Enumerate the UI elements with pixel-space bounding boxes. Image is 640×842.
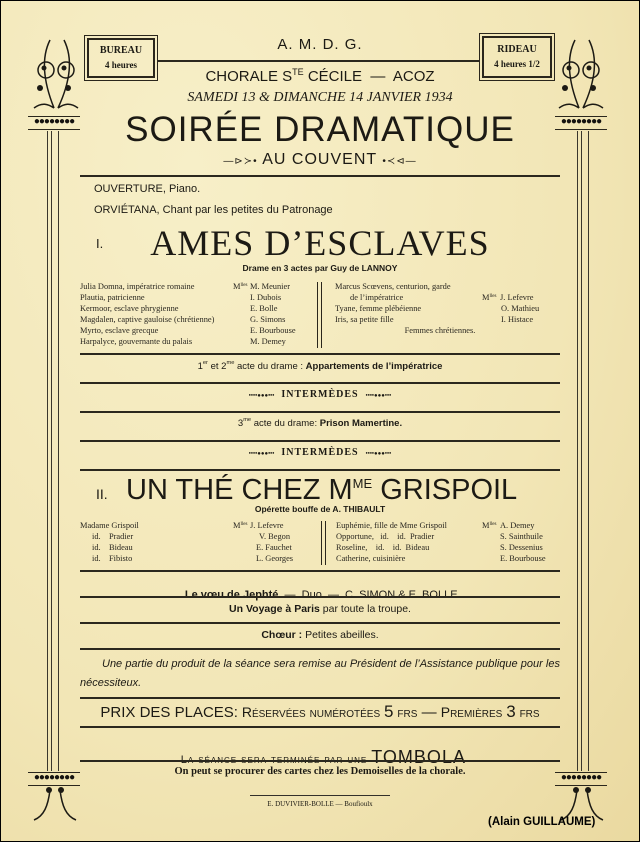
header-rule <box>80 175 560 177</box>
rule <box>80 596 560 598</box>
dot-band-left-bottom: ●●●●●●●● <box>28 772 80 786</box>
cast-row <box>336 531 576 542</box>
dot-band-left-top: ●●●●●●●● <box>28 116 80 130</box>
orvietana-detail: Chant par les petites du Patronage <box>159 204 333 216</box>
role: Catherine, cuisinière <box>336 554 406 563</box>
choeur-line: Chœur : Petites abeilles. <box>261 629 379 641</box>
intermission-2: ••••●●●••• INTERMÈDES ••••●●●••• <box>248 447 392 458</box>
prices-line: PRIX DES PLACES: Réservées numérotées 5 frs — Premières 3 frs <box>100 702 540 721</box>
actor: E. Bourbouse <box>500 554 546 563</box>
play2-title: UN THÉ CHEZ $M^{ME}$ GRISPOIL <box>126 474 518 506</box>
fleur-ornament-right-icon <box>553 38 609 114</box>
dot-band-right-bottom: ●●●●●●●● <box>555 772 607 786</box>
cast-row <box>336 542 576 553</box>
voyage-title: Un Voyage à Paris <box>229 603 320 615</box>
actor-prefix: $M^{lles}$ <box>233 282 248 291</box>
actor: V. Begon <box>259 532 291 541</box>
tombola-word: TOMBOLA <box>371 747 466 767</box>
role: Tyane, femme plébéienne <box>335 304 422 313</box>
cast-row <box>335 314 575 325</box>
actor: I. Dubois <box>250 293 282 302</box>
role: Magdalen, captive gauloise (chrétienne) <box>80 315 215 324</box>
act12-line: 1er et $2^{me}$ acte du drame : Appartements de l’impératrice <box>197 360 443 372</box>
actor: M. Demey <box>250 337 286 346</box>
cast-note: Femmes chrétiennes. <box>404 326 476 335</box>
chorale-text: CHORALE S <box>205 68 293 85</box>
actor: L. Georges <box>256 554 294 563</box>
actor: O. Mathieu <box>501 304 540 313</box>
cast-row <box>350 292 580 303</box>
dots-left-icon: ••••●●●••• <box>248 393 275 399</box>
dot-band-right-top: ●●●●●●●● <box>555 116 607 130</box>
printer: E. DUVIVIER-BOLLE — Boufioulx <box>267 800 373 808</box>
act3-line: $3^{me}$ acte du drame: Prison Mamertine. <box>237 417 403 429</box>
prices-label: PRIX DES PLACES: <box>100 704 238 721</box>
chorale-sup: TE <box>292 67 304 77</box>
actor: A. Demey <box>500 521 535 530</box>
actor: J. Lefevre <box>250 521 284 530</box>
actor-prefix: $M^{lles}$ <box>233 521 248 530</box>
fleur-ornament-left-icon <box>28 38 84 114</box>
rule <box>80 353 560 355</box>
cast-row <box>80 520 320 531</box>
cast-row <box>336 520 576 531</box>
rule <box>80 570 560 572</box>
role: Iris, sa petite fille <box>335 315 394 324</box>
ornament-right-icon: •≺⊲— <box>382 156 417 167</box>
cast-row <box>336 553 576 564</box>
rule <box>80 469 560 471</box>
tombola-line: La séance sera terminée par une TOMBOLA <box>180 747 466 767</box>
first-price: 3 <box>506 702 516 721</box>
play1-subtitle: Drame en 3 actes par Guy de LANNOY <box>242 263 398 273</box>
duo-title: Le vœu de Jephté <box>184 589 279 601</box>
role: Madame Grispoil <box>80 521 139 530</box>
dots-left-icon: ••••●●●••• <box>248 451 275 457</box>
left-column-lines <box>47 131 59 771</box>
role: Kermoor, esclave phrygienne <box>80 304 179 313</box>
subtitle-line <box>170 151 470 169</box>
role: id. Pradier <box>92 532 134 541</box>
actor: E. Fauchet <box>256 543 292 552</box>
rideau-time: 4 heures 1/2 <box>494 59 540 69</box>
program-ouverture <box>94 183 200 195</box>
chorale-line <box>140 68 500 85</box>
actor: I. Histace <box>501 315 534 324</box>
actor: G. Simons <box>250 315 286 324</box>
choeur-title: Chœur : <box>261 629 303 641</box>
play1-title: AMES D’ESCLAVES <box>150 223 490 263</box>
rule <box>80 697 560 699</box>
cast-row <box>80 325 320 336</box>
rule <box>80 726 560 728</box>
actor: M. Meunier <box>250 282 291 291</box>
rule <box>80 760 560 762</box>
play2-number: II. <box>96 486 108 502</box>
ouverture-title: OUVERTURE, <box>94 183 166 195</box>
actor: S. Sainthuile <box>500 532 543 541</box>
cast-row <box>80 292 320 303</box>
cast-row <box>80 314 320 325</box>
play2-subtitle: Opérette bouffe de A. THIBAULT <box>254 504 386 514</box>
cast-divider <box>321 521 326 565</box>
role: Opportune, id. id. Pradier <box>336 532 435 541</box>
rule <box>80 622 560 624</box>
actor: J. Lefevre <box>500 293 534 302</box>
role: Plautia, patricienne <box>80 293 145 302</box>
cards-note: On peut se procurer des cartes chez les Demoiselles de la chorale. <box>174 766 466 777</box>
subtitle: AU COUVENT <box>262 151 377 168</box>
dots-right-icon: ••••●●●••• <box>365 451 392 457</box>
rule <box>80 411 560 413</box>
rule <box>80 648 560 650</box>
cast-divider <box>317 282 322 348</box>
program-orvietana <box>94 204 333 216</box>
cast-row <box>335 281 575 292</box>
act12-setting: Appartements de l’impératrice <box>305 361 443 372</box>
curl-ornament-left-icon <box>30 786 80 826</box>
role: id. Bideau <box>92 543 133 552</box>
role: de l’impératrice <box>350 293 404 302</box>
printer-rule <box>250 795 390 796</box>
rule <box>80 440 560 442</box>
cast-row <box>80 281 320 292</box>
cast-row <box>80 303 320 314</box>
actor-prefix: $M^{lles}$ <box>482 293 497 302</box>
bureau-time: 4 heures <box>104 60 138 70</box>
actor: S. Dessenius <box>500 543 543 552</box>
photo-credit: (Alain GUILLAUME) <box>488 816 596 828</box>
motto-rule <box>158 60 480 62</box>
cast-row <box>92 542 320 553</box>
role: Marcus Scœvens, centurion, garde <box>335 282 451 291</box>
role: Euphémie, fille de Mme Grispoil <box>336 521 447 530</box>
actor-prefix: $M^{lles}$ <box>482 521 497 530</box>
actor: E. Bourbouse <box>250 326 296 335</box>
role: id. Fibisto <box>92 554 133 563</box>
event-dates: SAMEDI 13 & DIMANCHE 14 JANVIER 1934 <box>187 90 453 105</box>
orvietana-title: ORVIÉTANA, <box>94 204 160 216</box>
motto-amdg: A. M. D. G. <box>277 36 363 53</box>
role: Roseline, id. id. Bideau <box>336 543 430 552</box>
intermission-1: ••••●●●••• INTERMÈDES ••••●●●••• <box>248 389 392 400</box>
bureau-label: BUREAU <box>99 45 143 56</box>
act3-setting: Prison Mamertine. <box>319 418 403 429</box>
role: Harpalyce, gouvernante du palais <box>80 337 193 346</box>
role: Myrto, esclave grecque <box>80 326 159 335</box>
actor: E. Bolle <box>250 304 278 313</box>
rideau-label: RIDEAU <box>497 44 537 55</box>
rule <box>80 382 560 384</box>
dots-right-icon: ••••●●●••• <box>365 393 392 399</box>
chorale-rest: CÉCILE — ACOZ <box>303 68 435 85</box>
ornament-left-icon: —⊳≻• <box>223 156 258 167</box>
cast-row <box>335 303 575 314</box>
role: Julia Domna, impératrice romaine <box>80 282 195 291</box>
reserved-price: 5 <box>384 702 394 721</box>
duo-performers: — Duo — C. SIMON & E. BOLLE. <box>278 589 461 601</box>
cast-row <box>92 531 320 542</box>
play1-number: I. <box>96 236 104 251</box>
main-title: SOIRÉE DRAMATIQUE <box>125 110 515 149</box>
notice: Une partie du produit de la séance sera remise au Président de l’Assistance publique pour les nécessiteux. <box>80 658 560 689</box>
voyage-line: Un Voyage à Paris par toute la troupe. <box>229 603 411 615</box>
cast-row <box>80 336 320 347</box>
cast-row <box>92 553 320 564</box>
right-column-lines <box>577 131 589 771</box>
ouverture-detail: Piano. <box>165 183 201 195</box>
